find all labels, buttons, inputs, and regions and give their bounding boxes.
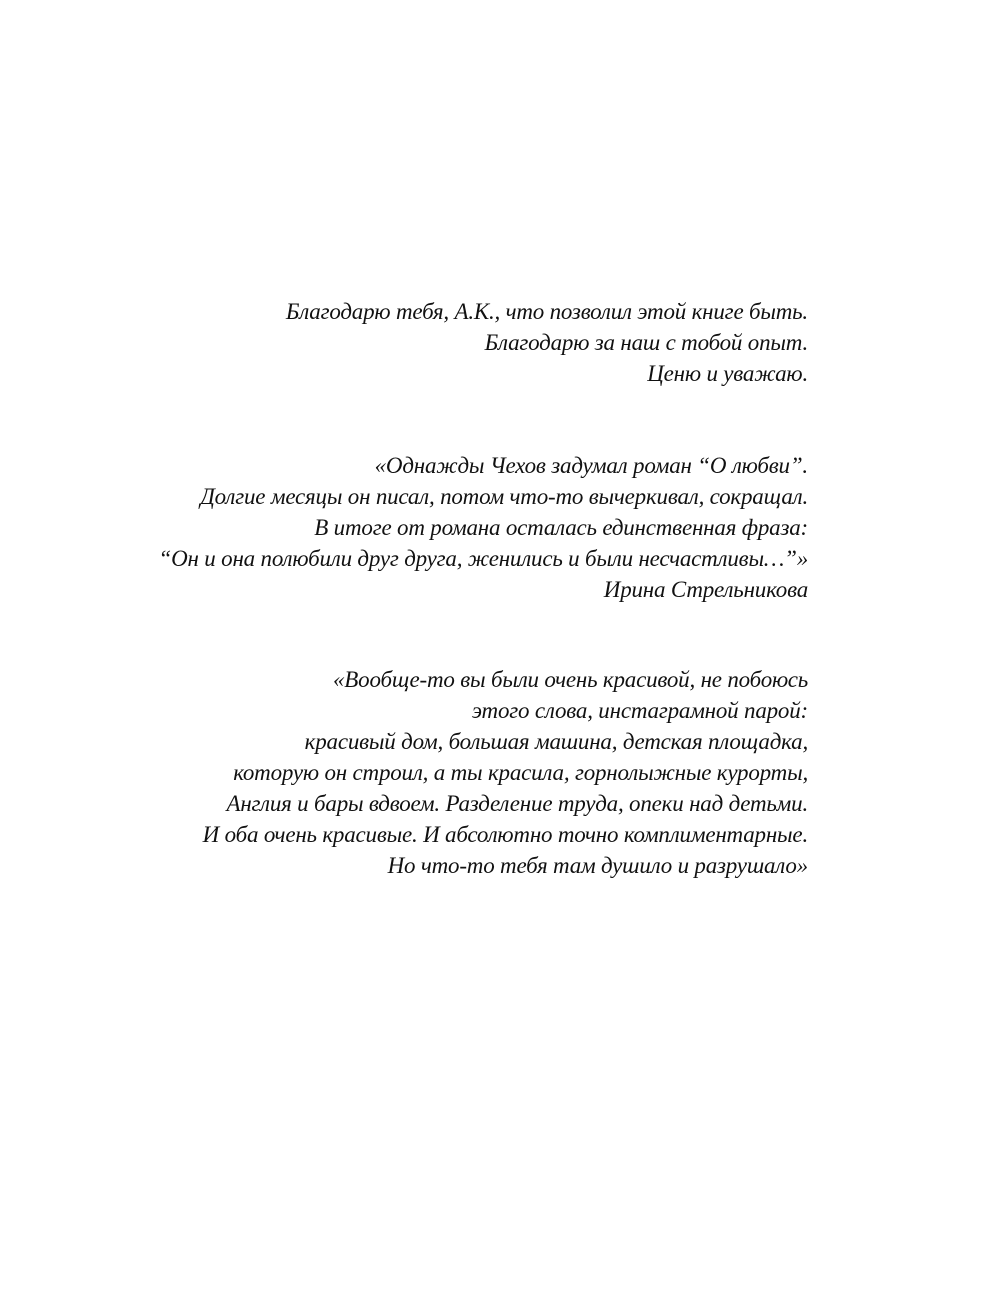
dedication-line: Благодарю за наш с тобой опыт. bbox=[484, 330, 808, 355]
epigraph-line: И оба очень красивые. И абсолютно точно комплиментарные. bbox=[202, 822, 808, 847]
epigraph-author: Ирина Стрельникова bbox=[603, 577, 808, 602]
dedication-line: Благодарю тебя, А.К., что позволил этой книге быть. bbox=[285, 299, 808, 324]
epigraph-line: которую он строил, а ты красила, горнолыжные курорты, bbox=[233, 760, 808, 785]
dedication bbox=[286, 296, 808, 389]
epigraph-line: «Однажды Чехов задумал роман “О любви”. bbox=[374, 453, 808, 478]
epigraph-chekhov bbox=[159, 450, 808, 605]
epigraph-line: Долгие месяцы он писал, потом что-то вычеркивал, сокращал. bbox=[200, 484, 808, 509]
epigraph-line: «Вообще-то вы были очень красивой, не побоюсь bbox=[333, 667, 808, 692]
epigraph-line: Англия и бары вдвоем. Разделение труда, опеки над детьми. bbox=[226, 791, 808, 816]
dedication-line: Ценю и уважаю. bbox=[647, 361, 808, 386]
epigraph-instagram bbox=[203, 664, 808, 881]
epigraph-line: Но что-то тебя там душило и разрушало» bbox=[387, 853, 808, 878]
epigraph-line: “Он и она полюбили друг друга, женились и были несчастливы…”» bbox=[158, 546, 808, 571]
epigraph-line: этого слова, инстаграмной парой: bbox=[471, 698, 808, 723]
epigraph-line: В итоге от романа осталась единственная фраза: bbox=[314, 515, 808, 540]
epigraph-line: красивый дом, большая машина, детская площадка, bbox=[304, 729, 808, 754]
